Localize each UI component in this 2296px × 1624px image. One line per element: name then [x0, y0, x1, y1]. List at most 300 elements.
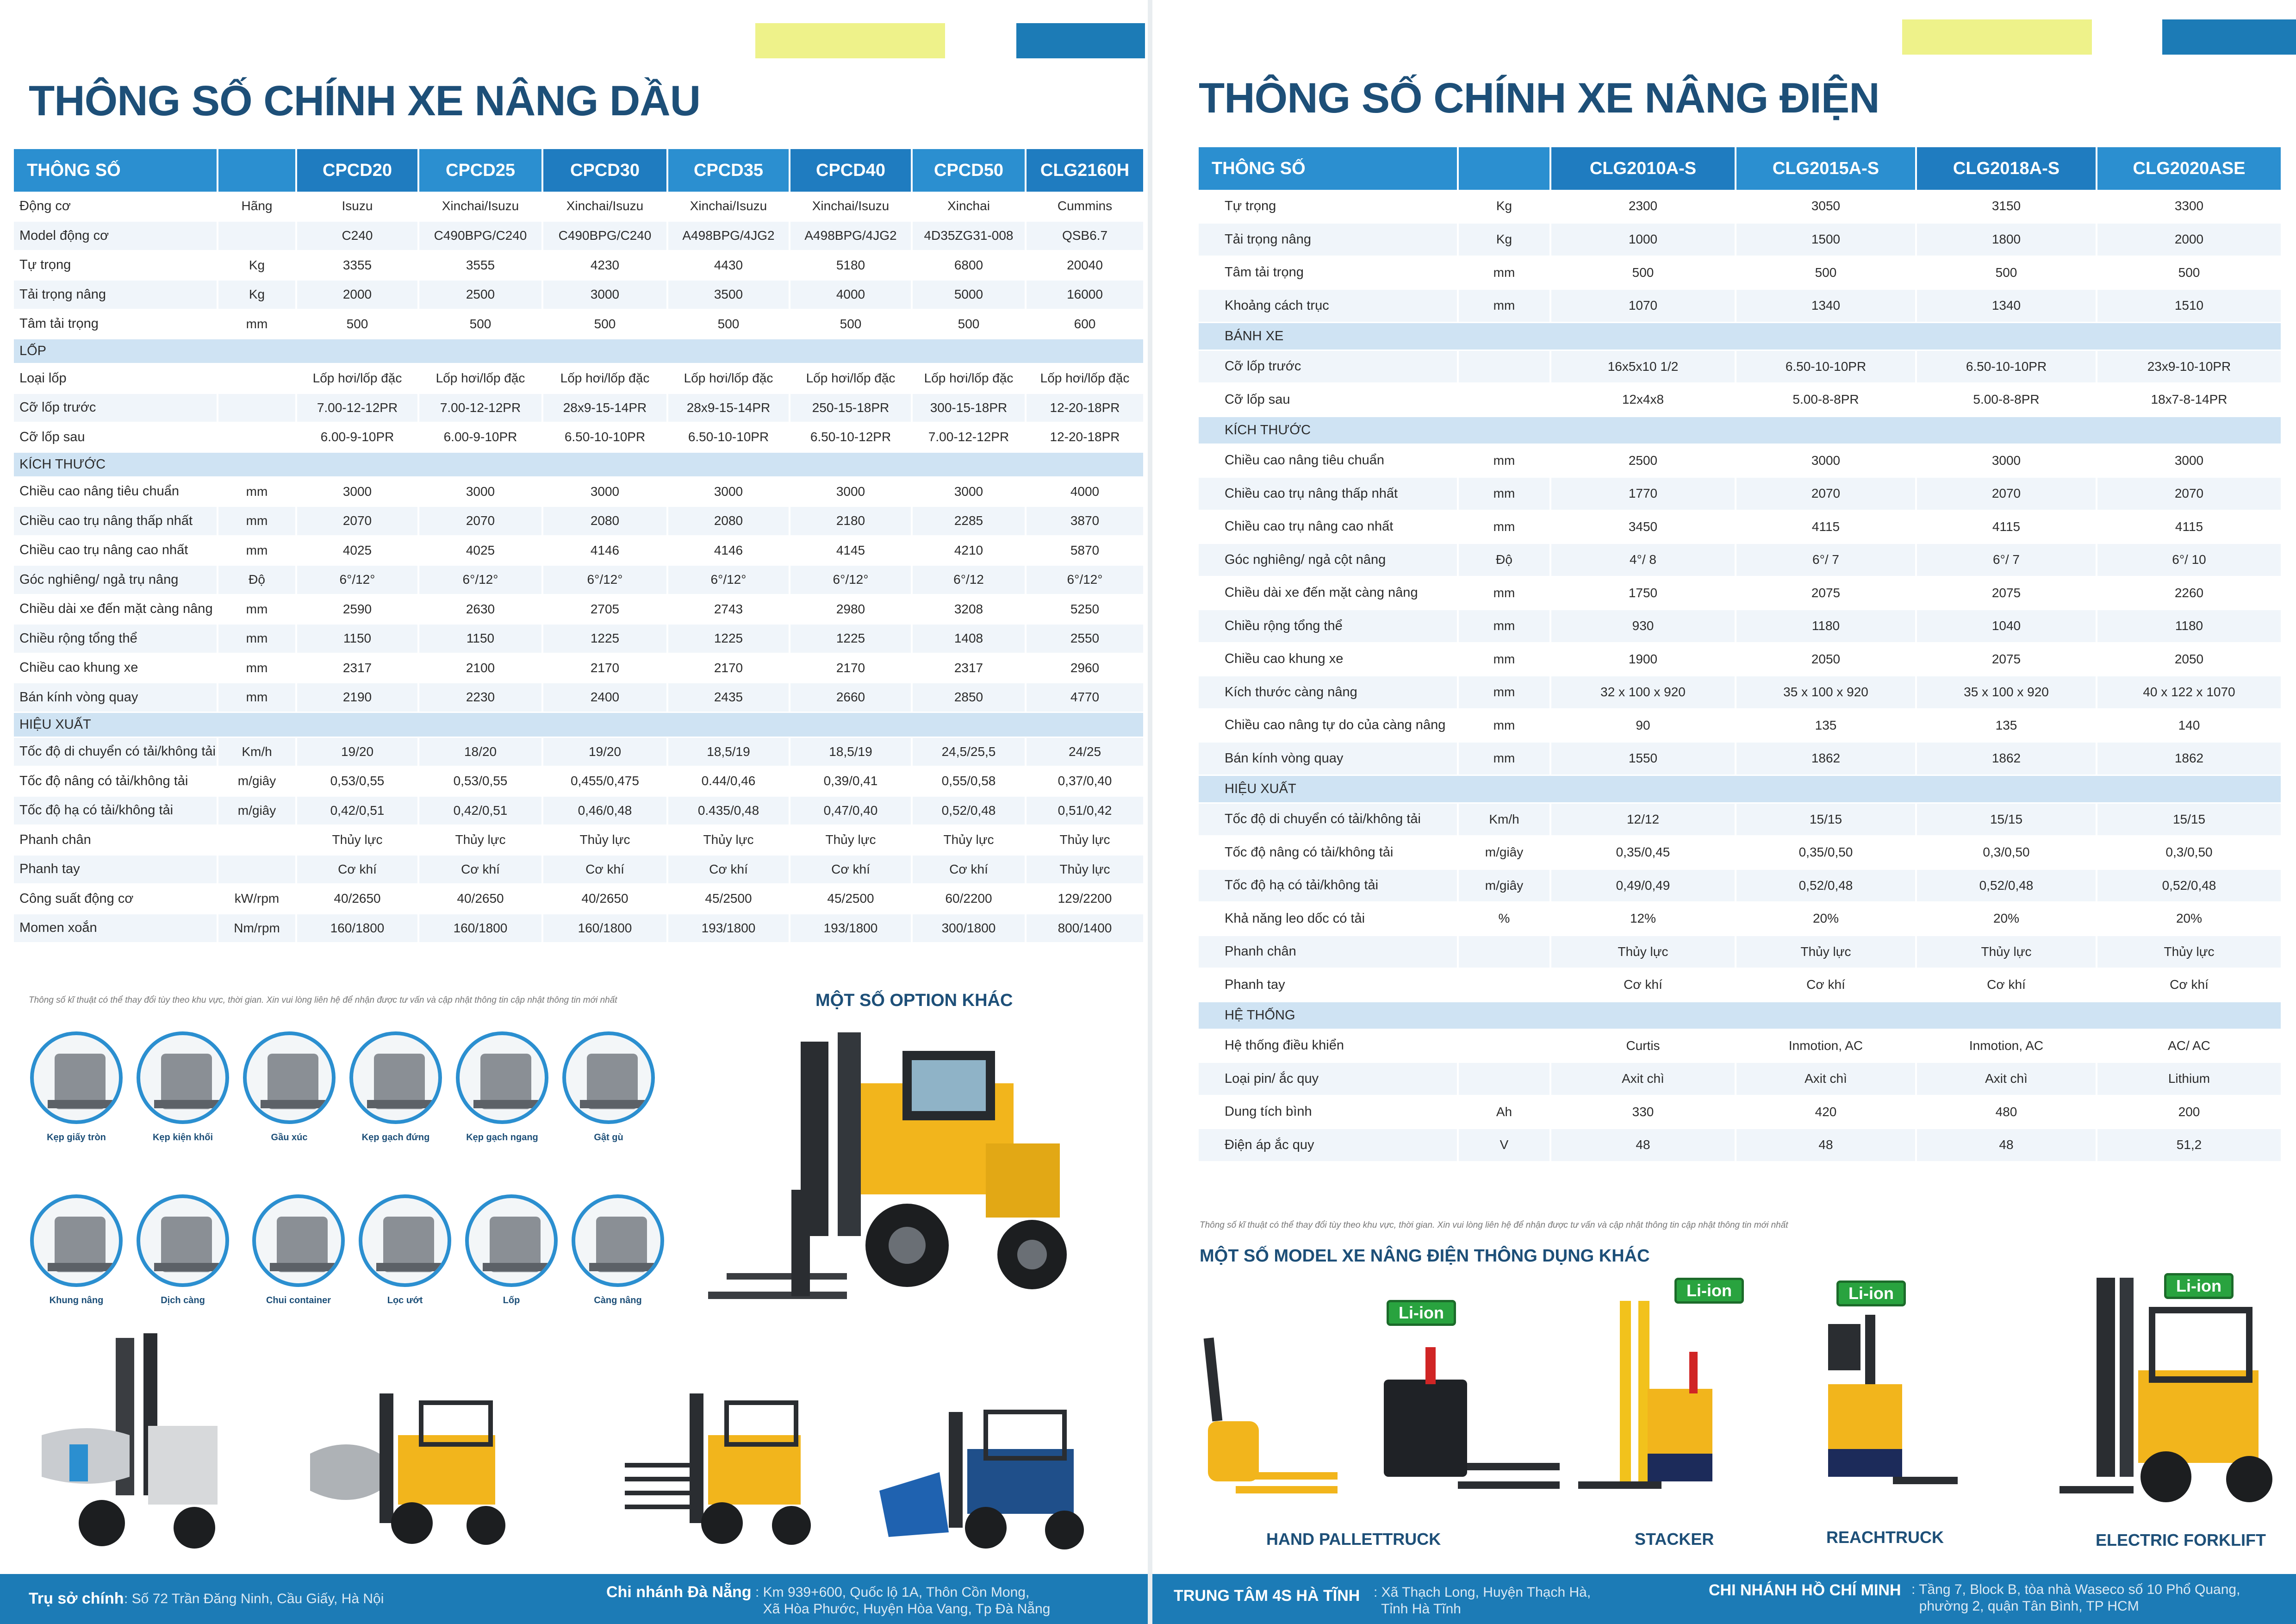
header-cell-model: CPCD40	[790, 149, 912, 192]
row-value: 3500	[667, 280, 790, 310]
row-value: Cơ khí	[2097, 968, 2282, 1002]
row-value: Thủy lực	[1550, 935, 1736, 968]
li-ion-badge: Li-ion	[1674, 1278, 1744, 1304]
header-cell-label: THÔNG SỐ	[1199, 147, 1458, 190]
row-value: 4115	[2097, 510, 2282, 543]
table-row	[14, 423, 1144, 452]
row-value: 4025	[418, 536, 542, 565]
row-value: 6°/12°	[790, 565, 912, 595]
row-value: 0,52/0,48	[2097, 869, 2282, 902]
row-unit: %	[1458, 902, 1550, 936]
table-row	[14, 364, 1144, 394]
row-value: 2435	[667, 683, 790, 712]
option-image	[137, 1031, 229, 1124]
model-caption: ELECTRIC FORKLIFT	[2096, 1530, 2266, 1549]
models-title: MỘT SỐ MODEL XE NÂNG ĐIỆN THÔNG DỤNG KHÁC	[1200, 1246, 1650, 1266]
row-value: 16x5x10 1/2	[1550, 350, 1736, 383]
li-ion-badge: Li-ion	[1836, 1280, 1906, 1306]
row-unit: mm	[1458, 576, 1550, 610]
option-caption: Gật gù	[594, 1132, 623, 1143]
row-unit: mm	[1458, 444, 1550, 477]
row-value: 40/2650	[296, 884, 418, 914]
row-value: 2070	[2097, 477, 2282, 511]
row-value: 3555	[418, 250, 542, 280]
option-image	[252, 1194, 345, 1287]
page-title: THÔNG SỐ CHÍNH XE NÂNG DẦU	[29, 77, 701, 125]
row-value: 20%	[1736, 902, 1916, 936]
row-unit: mm	[218, 653, 296, 683]
deco-blue-bar	[1016, 23, 1145, 58]
row-label: Chiều rộng tổng thể	[1199, 610, 1458, 643]
row-label: Cỡ lốp trước	[14, 393, 218, 423]
row-value: 1180	[2097, 610, 2282, 643]
table-row	[1199, 968, 2282, 1002]
row-unit: Nm/rpm	[218, 913, 296, 943]
row-value: Lốp hơi/lốp đặc	[296, 364, 418, 394]
row-label: Công suất động cơ	[14, 884, 218, 914]
row-value: 6°/ 7	[1736, 543, 1916, 577]
row-value: Lốp hơi/lốp đặc	[667, 364, 790, 394]
row-value: Inmotion, AC	[1916, 1029, 2097, 1062]
row-label: Dung tích bình	[1199, 1095, 1458, 1129]
row-value: C240	[296, 221, 418, 251]
row-value: Cơ khí	[1736, 968, 1916, 1002]
row-value: QSB6.7	[1026, 221, 1144, 251]
model-caption: REACHTRUCK	[1826, 1528, 1944, 1547]
table-row	[14, 624, 1144, 654]
option-item	[130, 1194, 236, 1306]
row-value: 0,47/0,40	[790, 796, 912, 825]
row-value: 500	[418, 309, 542, 339]
model-caption: HAND PALLETTRUCK	[1266, 1530, 1441, 1549]
row-value: 2500	[1550, 444, 1736, 477]
option-item	[130, 1031, 236, 1143]
row-value: 2180	[790, 506, 912, 536]
row-label: Kích thước càng nâng	[1199, 676, 1458, 709]
row-unit: mm	[218, 594, 296, 624]
row-value: 2075	[1916, 643, 2097, 676]
option-caption: Kẹp kiện khối	[152, 1132, 213, 1143]
row-value: 6.50-10-10PR	[1736, 350, 1916, 383]
row-value: 2000	[2097, 223, 2282, 256]
left-footer	[0, 1574, 1148, 1624]
row-value: Xinchai/Isuzu	[418, 192, 542, 221]
row-value: 2285	[912, 506, 1026, 536]
row-unit: m/giây	[1458, 869, 1550, 902]
row-value: 0,35/0,45	[1550, 836, 1736, 869]
row-value: 48	[1916, 1129, 2097, 1162]
row-value: 0,49/0,49	[1550, 869, 1736, 902]
row-value: A498BPG/4JG2	[667, 221, 790, 251]
row-value: Cơ khí	[912, 855, 1026, 884]
row-value: 500	[1550, 256, 1736, 289]
row-value: Cummins	[1026, 192, 1144, 221]
row-value: 1862	[2097, 742, 2282, 775]
row-unit: Km/h	[1458, 803, 1550, 836]
row-value: 4430	[667, 250, 790, 280]
row-value: 2080	[542, 506, 667, 536]
row-value: 500	[912, 309, 1026, 339]
row-value: 500	[667, 309, 790, 339]
row-value: 6.50-10-12PR	[790, 423, 912, 452]
row-value: 930	[1550, 610, 1736, 643]
row-value: 2630	[418, 594, 542, 624]
option-item	[458, 1194, 565, 1306]
table-row	[1199, 350, 2282, 383]
row-value: 5.00-8-8PR	[1736, 383, 1916, 417]
row-label: Phanh chân	[1199, 935, 1458, 968]
row-unit: mm	[1458, 676, 1550, 709]
row-value: 160/1800	[542, 913, 667, 943]
table-section-row	[14, 339, 1144, 364]
table-row	[1199, 444, 2282, 477]
row-value: 6°/12°	[296, 565, 418, 595]
row-label: Tốc độ nâng có tải/không tải	[1199, 836, 1458, 869]
row-value: 1225	[667, 624, 790, 654]
option-caption: Kẹp giấy tròn	[47, 1132, 106, 1143]
row-value: 135	[1916, 709, 2097, 742]
row-value: 16000	[1026, 280, 1144, 310]
row-unit: Kg	[218, 280, 296, 310]
row-label: Cỡ lốp trước	[1199, 350, 1458, 383]
row-value: 7.00-12-12PR	[912, 423, 1026, 452]
row-value: 3050	[1736, 190, 1916, 223]
row-label: Tốc độ hạ có tải/không tải	[1199, 869, 1458, 902]
row-value: 800/1400	[1026, 913, 1144, 943]
row-value: 15/15	[2097, 803, 2282, 836]
row-value: 7.00-12-12PR	[418, 393, 542, 423]
row-value: 15/15	[1736, 803, 1916, 836]
row-label: Chiều dài xe đến mặt càng nâng	[1199, 576, 1458, 610]
table-row	[1199, 643, 2282, 676]
row-value: 3000	[418, 477, 542, 506]
option-title: MỘT SỐ OPTION KHÁC	[815, 991, 1013, 1010]
row-unit	[218, 364, 296, 394]
row-value: 2070	[1736, 477, 1916, 511]
row-unit: mm	[218, 536, 296, 565]
row-value: Lốp hơi/lốp đặc	[1026, 364, 1144, 394]
row-value: 500	[1736, 256, 1916, 289]
row-value: 2070	[1916, 477, 2097, 511]
row-value: 1800	[1916, 223, 2097, 256]
table-row	[1199, 676, 2282, 709]
row-value: Axit chì	[1916, 1062, 2097, 1096]
row-value: 4°/ 8	[1550, 543, 1736, 577]
table-row	[14, 825, 1144, 855]
row-value: 2070	[418, 506, 542, 536]
row-value: 3300	[2097, 190, 2282, 223]
table-row	[14, 653, 1144, 683]
row-value: 0,42/0,51	[296, 796, 418, 825]
row-value: 1180	[1736, 610, 1916, 643]
row-value: 200	[2097, 1095, 2282, 1129]
row-value: 2980	[790, 594, 912, 624]
table-row	[1199, 1129, 2282, 1162]
option-item	[342, 1031, 449, 1143]
row-unit: mm	[218, 477, 296, 506]
row-value: 4000	[1026, 477, 1144, 506]
row-value: 160/1800	[418, 913, 542, 943]
row-value: 500	[1916, 256, 2097, 289]
row-value: 2230	[418, 683, 542, 712]
row-value: 0.44/0,46	[667, 767, 790, 796]
table-row	[1199, 610, 2282, 643]
row-value: 0,35/0,50	[1736, 836, 1916, 869]
row-value: 48	[1736, 1129, 1916, 1162]
spec-note: Thông số kĩ thuật có thể thay đổi tùy theo khu vực, thời gian. Xin vui lòng liên hệ để nhận được tư vấn và cập nhật thông tin cập nhật thông tin mới nhất	[1200, 1220, 1788, 1230]
row-value: 23x9-10-10PR	[2097, 350, 2282, 383]
table-row	[14, 309, 1144, 339]
row-value: 2100	[418, 653, 542, 683]
row-value: 28x9-15-14PR	[542, 393, 667, 423]
row-value: 2300	[1550, 190, 1736, 223]
option-image	[137, 1194, 229, 1287]
row-value: Cơ khí	[296, 855, 418, 884]
table-header-row	[1199, 147, 2282, 190]
option-caption: Lọc ướt	[387, 1295, 423, 1305]
row-value: Xinchai/Isuzu	[790, 192, 912, 221]
forklift-bucket-image	[875, 1398, 1097, 1555]
row-value: 2550	[1026, 624, 1144, 654]
row-value: Lốp hơi/lốp đặc	[912, 364, 1026, 394]
row-value: 4D35ZG31-008	[912, 221, 1026, 251]
table-section-row	[1199, 775, 2282, 803]
row-value: 193/1800	[790, 913, 912, 943]
row-value: 3208	[912, 594, 1026, 624]
row-value: 4145	[790, 536, 912, 565]
row-value: 35 x 100 x 920	[1736, 676, 1916, 709]
row-label: Chiều cao trụ nâng cao nhất	[14, 536, 218, 565]
row-unit: mm	[1458, 289, 1550, 323]
row-value: 24/25	[1026, 737, 1144, 767]
row-label: Khả năng leo dốc có tải	[1199, 902, 1458, 936]
li-ion-badge: Li-ion	[2164, 1273, 2234, 1299]
header-cell-model: CPCD35	[667, 149, 790, 192]
option-item	[449, 1031, 555, 1143]
row-value: 140	[2097, 709, 2282, 742]
row-value: Thủy lực	[912, 825, 1026, 855]
row-value: 2317	[912, 653, 1026, 683]
row-value: Isuzu	[296, 192, 418, 221]
row-label: Loại pin/ ắc quy	[1199, 1062, 1458, 1096]
row-value: A498BPG/4JG2	[790, 221, 912, 251]
row-label: Điện áp ắc quy	[1199, 1129, 1458, 1162]
row-unit: Độ	[218, 565, 296, 595]
table-row	[14, 913, 1144, 943]
row-label: Model động cơ	[14, 221, 218, 251]
row-unit: m/giây	[218, 796, 296, 825]
row-unit: mm	[218, 624, 296, 654]
table-row	[14, 565, 1144, 595]
option-caption: Chui container	[266, 1295, 331, 1305]
row-value: 45/2500	[667, 884, 790, 914]
row-value: 500	[2097, 256, 2282, 289]
option-image	[456, 1031, 548, 1124]
row-value: 500	[542, 309, 667, 339]
table-section-row	[1199, 416, 2282, 444]
row-value: 24,5/25,5	[912, 737, 1026, 767]
row-unit: mm	[1458, 477, 1550, 511]
row-unit: Hãng	[218, 192, 296, 221]
table-row	[14, 393, 1144, 423]
table-row	[14, 767, 1144, 796]
row-unit: Kg	[1458, 223, 1550, 256]
row-value: 6.00-9-10PR	[418, 423, 542, 452]
footer-hatinh-label: TRUNG TÂM 4S HÀ TĨNH	[1174, 1587, 1360, 1605]
row-value: Thủy lực	[2097, 935, 2282, 968]
table-row	[1199, 742, 2282, 775]
row-label: Khoảng cách trục	[1199, 289, 1458, 323]
row-value: 28x9-15-14PR	[667, 393, 790, 423]
row-value: 32 x 100 x 920	[1550, 676, 1736, 709]
option-item	[236, 1031, 342, 1143]
row-value: 0,52/0,48	[1916, 869, 2097, 902]
reachtruck-image	[1810, 1310, 1958, 1505]
option-image	[243, 1031, 336, 1124]
row-value: 35 x 100 x 920	[1916, 676, 2097, 709]
row-value: Xinchai	[912, 192, 1026, 221]
table-row	[1199, 709, 2282, 742]
header-cell-label: THÔNG SỐ	[14, 149, 218, 192]
row-label: Chiều cao trụ nâng thấp nhất	[14, 506, 218, 536]
row-value: 4146	[667, 536, 790, 565]
row-unit: m/giây	[218, 767, 296, 796]
row-value: 5000	[912, 280, 1026, 310]
row-label: Chiều cao trụ nâng cao nhất	[1199, 510, 1458, 543]
row-value: 40/2650	[542, 884, 667, 914]
table-row	[14, 477, 1144, 506]
table-row	[14, 506, 1144, 536]
row-value: Thủy lực	[1026, 855, 1144, 884]
row-value: 160/1800	[296, 913, 418, 943]
row-value: 6°/12°	[418, 565, 542, 595]
row-label: Tự trọng	[14, 250, 218, 280]
row-value: 4230	[542, 250, 667, 280]
table-row	[1199, 1029, 2282, 1062]
option-caption: Khung nâng	[49, 1295, 104, 1305]
row-value: 0,3/0,50	[2097, 836, 2282, 869]
table-row	[1199, 256, 2282, 289]
row-value: 4025	[296, 536, 418, 565]
row-value: 2317	[296, 653, 418, 683]
row-label: Chiều cao nâng tiêu chuẩn	[14, 477, 218, 506]
row-value: 3150	[1916, 190, 2097, 223]
header-cell-model: CPCD30	[542, 149, 667, 192]
row-value: 0,455/0,475	[542, 767, 667, 796]
row-value: 19/20	[542, 737, 667, 767]
row-label: Phanh tay	[14, 855, 218, 884]
row-unit: Kg	[218, 250, 296, 280]
row-unit	[1458, 968, 1550, 1002]
row-value: 2080	[667, 506, 790, 536]
row-value: 5250	[1026, 594, 1144, 624]
row-value: 2050	[2097, 643, 2282, 676]
header-cell-model: CLG2015A-S	[1736, 147, 1916, 190]
row-value: 4210	[912, 536, 1026, 565]
row-label: Hệ thống điều khiển	[1199, 1029, 1458, 1062]
row-unit	[218, 393, 296, 423]
row-value: Thủy lực	[296, 825, 418, 855]
row-value: 6.50-10-10PR	[667, 423, 790, 452]
row-value: 2190	[296, 683, 418, 712]
row-value: C490BPG/C240	[542, 221, 667, 251]
row-value: 3000	[667, 477, 790, 506]
row-value: 2705	[542, 594, 667, 624]
row-value: 12/12	[1550, 803, 1736, 836]
row-value: Inmotion, AC	[1736, 1029, 1916, 1062]
table-row	[14, 250, 1144, 280]
header-cell-model: CLG2160H	[1026, 149, 1144, 192]
row-value: 1408	[912, 624, 1026, 654]
option-image	[572, 1194, 664, 1287]
row-value: 19/20	[296, 737, 418, 767]
table-row	[14, 683, 1144, 712]
row-value: Cơ khí	[418, 855, 542, 884]
row-value: 5.00-8-8PR	[1916, 383, 2097, 417]
row-value: 0.435/0,48	[667, 796, 790, 825]
table-section-row	[1199, 1001, 2282, 1029]
row-unit	[218, 825, 296, 855]
row-value: 1862	[1916, 742, 2097, 775]
row-value: 40/2650	[418, 884, 542, 914]
model-caption: STACKER	[1635, 1530, 1714, 1549]
row-value: 1340	[1916, 289, 2097, 323]
row-value: 6°/12°	[542, 565, 667, 595]
row-value: 3000	[296, 477, 418, 506]
row-unit: Kg	[1458, 190, 1550, 223]
row-value: 7.00-12-12PR	[296, 393, 418, 423]
row-value: 1070	[1550, 289, 1736, 323]
row-label: Phanh tay	[1199, 968, 1458, 1002]
row-value: Axit chì	[1736, 1062, 1916, 1096]
row-value: 6°/ 10	[2097, 543, 2282, 577]
option-image	[30, 1194, 123, 1287]
right-footer	[1152, 1574, 2296, 1624]
row-unit	[218, 423, 296, 452]
row-value: Thủy lực	[1916, 935, 2097, 968]
row-value: Thủy lực	[542, 825, 667, 855]
row-unit: mm	[218, 506, 296, 536]
option-image	[349, 1031, 442, 1124]
row-label: Tự trọng	[1199, 190, 1458, 223]
section-label: HỆ THỐNG	[1199, 1001, 2282, 1029]
row-unit: Ah	[1458, 1095, 1550, 1129]
row-value: 4770	[1026, 683, 1144, 712]
row-value: 48	[1550, 1129, 1736, 1162]
header-cell-model: CPCD20	[296, 149, 418, 192]
row-value: Thủy lực	[790, 825, 912, 855]
row-value: Lithium	[2097, 1062, 2282, 1096]
section-label: LỐP	[14, 339, 1144, 364]
header-cell-model: CLG2018A-S	[1916, 147, 2097, 190]
row-value: 12-20-18PR	[1026, 393, 1144, 423]
table-row	[1199, 289, 2282, 323]
row-value: 2050	[1736, 643, 1916, 676]
table-row	[1199, 1062, 2282, 1096]
row-value: 4115	[1916, 510, 2097, 543]
option-caption: Lốp	[503, 1295, 520, 1305]
row-value: 600	[1026, 309, 1144, 339]
row-value: 2850	[912, 683, 1026, 712]
row-label: Momen xoắn	[14, 913, 218, 943]
table-row	[1199, 935, 2282, 968]
row-value: 3000	[2097, 444, 2282, 477]
row-value: Cơ khí	[1916, 968, 2097, 1002]
row-value: 135	[1736, 709, 1916, 742]
row-value: 6°/ 7	[1916, 543, 2097, 577]
row-label: Tốc độ di chuyển có tải/không tải	[14, 737, 218, 767]
row-value: 1750	[1550, 576, 1736, 610]
